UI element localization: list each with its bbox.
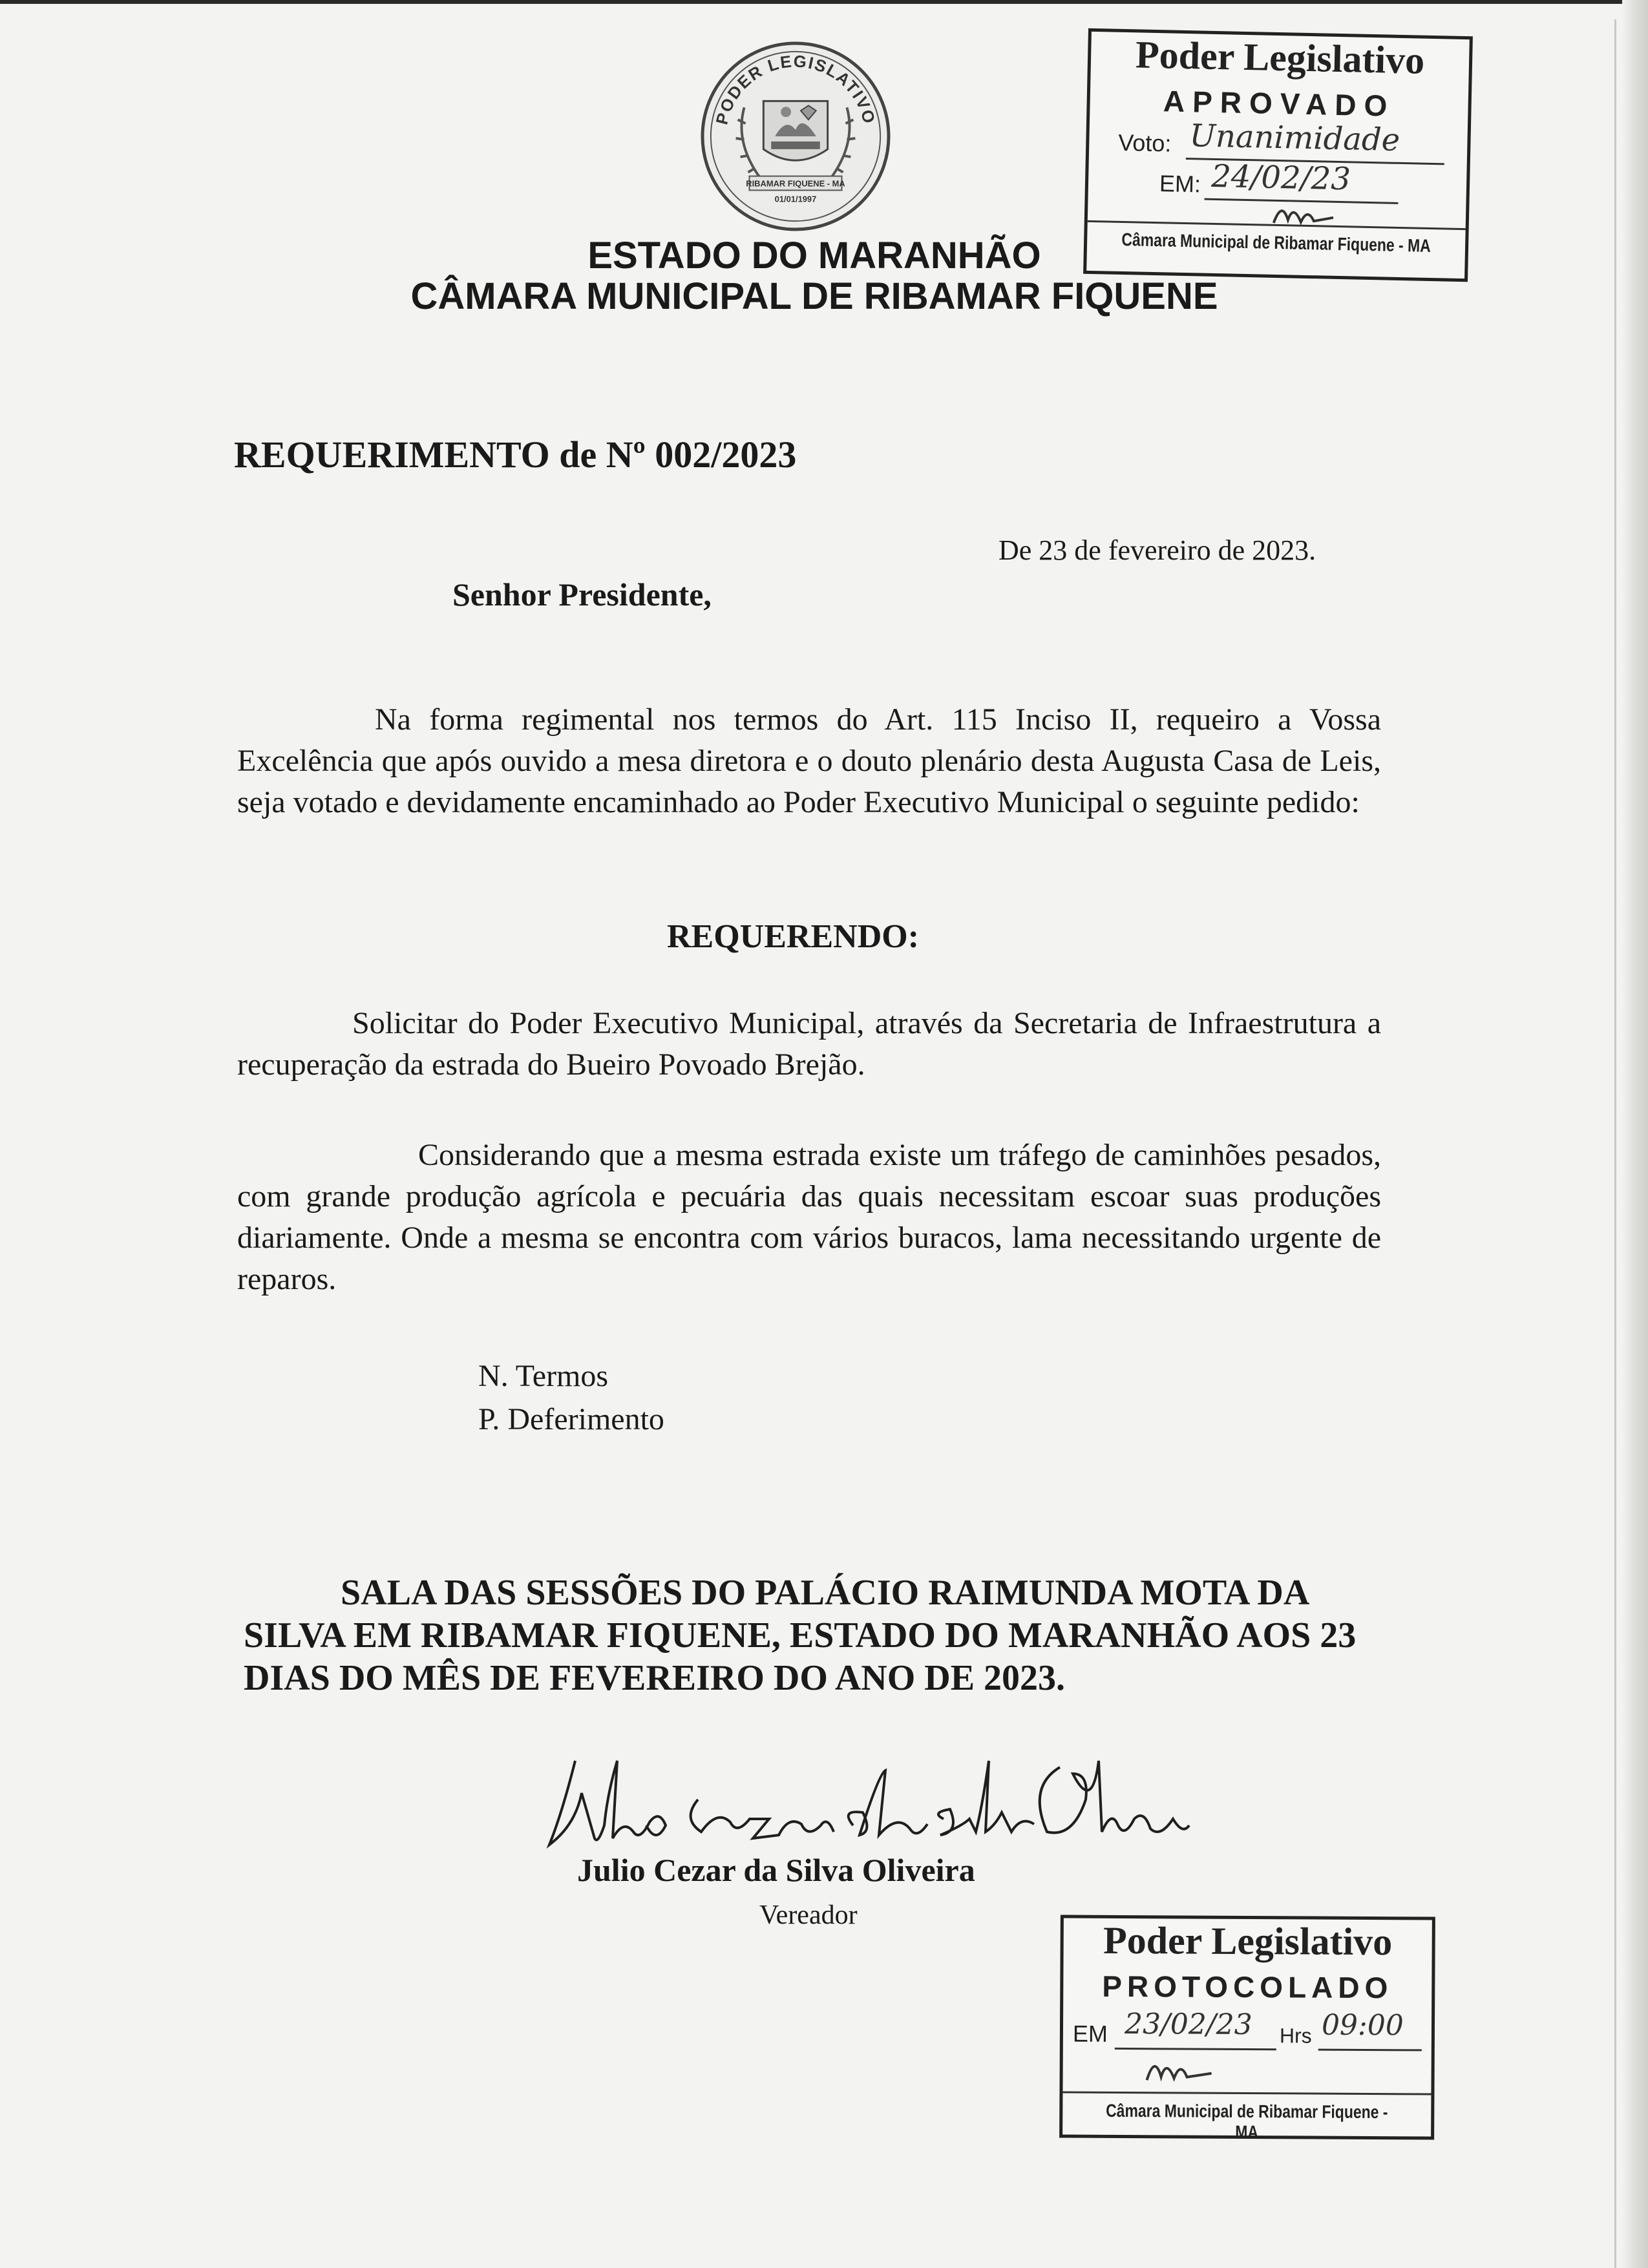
- document-title: REQUERIMENTO de Nº 002/2023: [234, 434, 797, 476]
- protocol-footer-divider: [1062, 2092, 1431, 2095]
- legislative-seal: [699, 40, 892, 233]
- state-heading: ESTADO DO MARANHÃO: [587, 235, 1041, 277]
- protocol-hours-label: Hrs: [1279, 2024, 1312, 2048]
- salutation: Senhor Presidente,: [452, 576, 712, 613]
- scan-page-edge-line: [1614, 19, 1616, 2268]
- protocol-stamp-status: PROTOCOLADO: [1102, 1969, 1393, 2005]
- signer-name: Julio Cezar da Silva Oliveira: [577, 1852, 975, 1888]
- paragraph-request-detail: Solicitar do Poder Executivo Municipal, através da Secretaria de Infraestrutura a recuperação da estrada do Bueiro Povoado Brejão.: [237, 1006, 1381, 1082]
- approved-stamp: [1083, 28, 1473, 282]
- approved-date-value: 24/02/23: [1210, 158, 1351, 198]
- chamber-heading: CÂMARA MUNICIPAL DE RIBAMAR FIQUENE: [410, 275, 1218, 317]
- signer-role: Vereador: [759, 1900, 858, 1930]
- protocol-stamp-footer: Câmara Municipal de Ribamar Fiquene - MA: [1106, 2100, 1388, 2143]
- closing-deferment: P. Deferimento: [478, 1402, 664, 1436]
- approved-vote-label: Voto:: [1117, 129, 1172, 157]
- protocol-hours-line: [1318, 2049, 1422, 2052]
- closing-terms: N. Termos: [478, 1359, 609, 1393]
- approved-vote-value: Unanimidade: [1189, 118, 1400, 158]
- protocol-date-value: 23/02/23: [1124, 2008, 1252, 2042]
- protocol-date-label: EM: [1072, 2020, 1108, 2047]
- protocol-stamp: [1059, 1915, 1435, 2143]
- session-statement: SALA DAS SESSÕES DO PALÁCIO RAIMUNDA MOTA DA SILVA EM RIBAMAR FIQUENE, ESTADO DO MARANHÃO AOS 23 DIAS DO MÊS DE FEVEREIRO DO ANO DE 2023.: [244, 1573, 1357, 1698]
- seal-date-text: 01/01/1997: [774, 194, 817, 204]
- scan-right-shadow: [1622, 0, 1648, 2268]
- seal-arc-text: PODER LEGISLATIVO: [713, 52, 878, 127]
- protocol-initials-mark: [1140, 2051, 1218, 2090]
- scan-top-edge: [0, 0, 1648, 4]
- approved-stamp-status: APROVADO: [1163, 84, 1395, 123]
- approved-date-label: EM:: [1159, 170, 1201, 198]
- seal-shield-icon: [763, 101, 827, 160]
- requesting-heading: REQUERENDO:: [667, 918, 920, 955]
- approved-stamp-title: Poder Legislativo: [1135, 33, 1425, 82]
- approved-initials-mark: [1268, 197, 1340, 234]
- paragraph-request-intro: Na forma regimental nos termos do Art. 115 Inciso II, requeiro a Vossa Excelência que após ouvido a mesa diretora e o douto plenário desta Augusta Casa de Leis, seja votado e devidamente encaminhado ao Poder Executivo Municipal o seguinte pedido:: [237, 702, 1381, 819]
- approved-stamp-footer: Câmara Municipal de Ribamar Fiquene - MA: [1121, 229, 1431, 256]
- protocol-date-line: [1115, 2048, 1276, 2050]
- paragraph-justification: Considerando que a mesma estrada existe um tráfego de caminhões pesados, com grande produção agrícola e pecuária das quais necessitam escoar suas produções diariamente. Onde a mesma se encontra com vários buracos, lama necessitando urgente de reparos.: [237, 1138, 1381, 1296]
- seal-banner-text: RIBAMAR FIQUENE - MA: [746, 178, 845, 189]
- document-date: De 23 de fevereiro de 2023.: [998, 534, 1316, 566]
- handwritten-signature: [536, 1748, 1196, 1864]
- protocol-hours-value: 09:00: [1321, 2008, 1404, 2042]
- protocol-stamp-title: Poder Legislativo: [1103, 1918, 1393, 1964]
